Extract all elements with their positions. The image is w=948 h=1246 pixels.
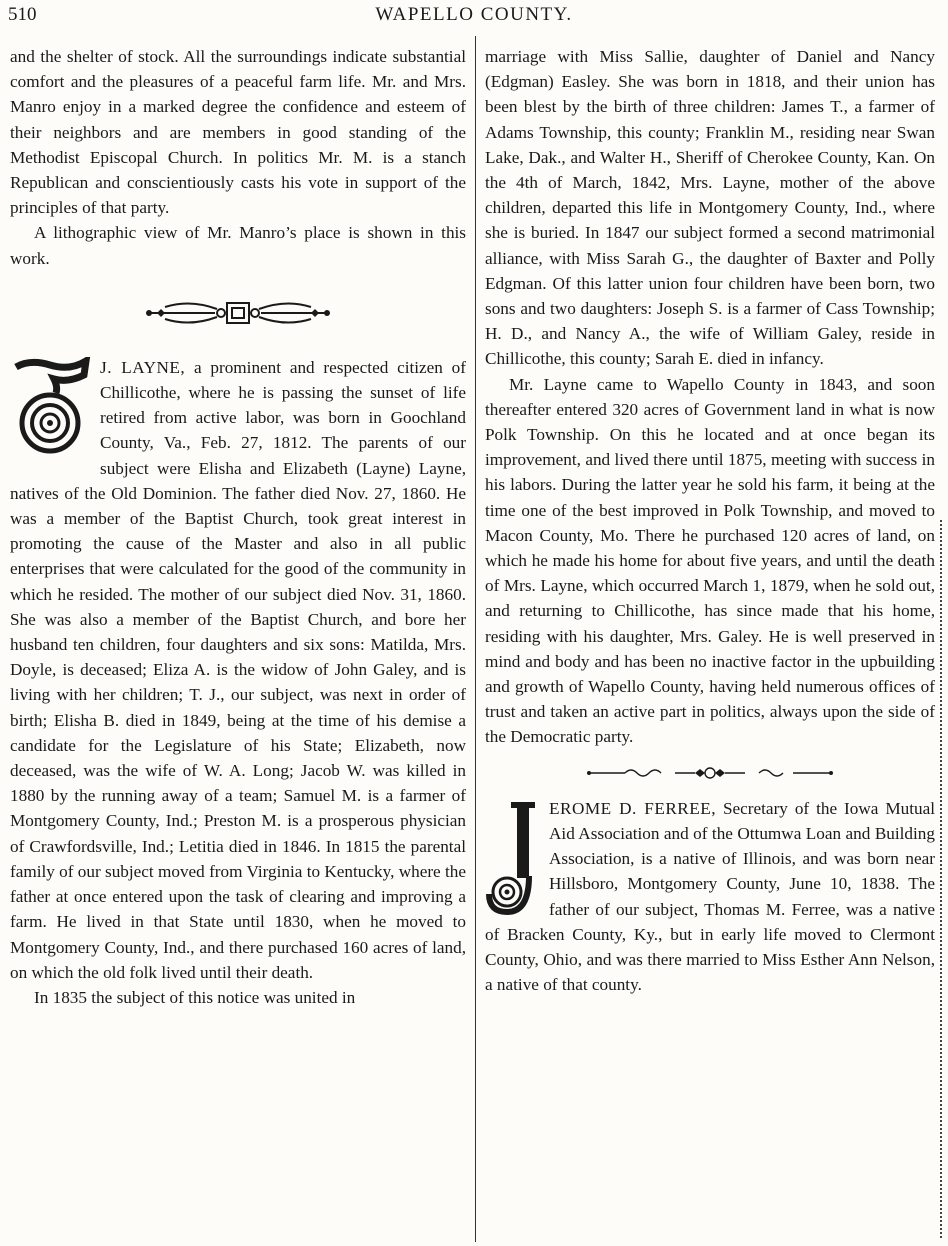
drop-cap-j-icon: [485, 800, 541, 918]
divider-ornament-icon: [585, 765, 835, 781]
manro-paragraph-end: and the shelter of stock. All the surroundings indicate substantial comfort and the pleasures of a peaceful farm life. Mr. and Mrs. Manro enjoy in a marked degree the confidence and esteem of their neighbors and are members in good standing of the Methodist Episcopal Church. In politics Mr. M. is a stanch Republican and conscientiously casts his vote in support of the principles of that party.: [10, 47, 466, 218]
page-number: 510: [8, 4, 37, 25]
section-ornament: [10, 271, 466, 355]
layne-paragraph-2-cont: marriage with Miss Sallie, daughter of Daniel and Nancy (Edgman) Easley. She was born in 1818, and their union has been blest by the birth of three children: James T., a farmer of Adams Township, this county; Franklin M., residing near Swan Lake, Dak., and Walter H., Sheriff of Cherokee County, Kan. On the 4th of March, 1842, Mrs. Layne, mother of the above children, departed this life in Montgomery County, Ind., where she is buried. In 1847 our subject formed a second matrimonial alliance, with Miss Sarah G., the daughter of Baxter and Polly Edgman. Of this latter union four children have been born, two sons and two daughters: Joseph S. is a farmer of Cass Township; H. D., and Nancy A., the wife of William Galey, reside in Chillicothe, this county; Sarah E. died in infancy.: [485, 47, 935, 369]
ferree-paragraph-1: [485, 796, 935, 998]
section-ornament-small: [485, 750, 935, 796]
manro-lithograph-note: A lithographic view of Mr. Manro’s place is shown in this work.: [10, 223, 466, 268]
layne-paragraph-3: Mr. Layne came to Wapello County in 1843, and soon thereafter entered 320 acres of Government land in what is now Polk Township. On this he located and at once began its improvement, and lived there until 1875, meeting with success in his labors. During the latter year he sold his farm, it being at the time one of the best improved in Polk Township, and moved to Macon County, Mo. There he purchased 120 acres of land, on which he made his home for about five years, and until the death of Mrs. Layne, which occurred March 1, 1879, when he sold out, and returning to Chillicothe, has since made that his home, residing with his daughter, Mrs. Galey. He is well preserved in mind and body and has been no inactive factor in the upbuilding and growth of Wapello County, having held numerous offices of trust and taken an active part in politics, always upon the side of the Democratic party.: [485, 374, 935, 747]
page-header: [8, 4, 940, 30]
running-title: WAPELLO COUNTY.: [375, 4, 573, 25]
layne-paragraph-2-start: In 1835 the subject of this notice was united in: [34, 987, 356, 1007]
ferree-text: Secretary of the Iowa Mutual Aid Association and of the Ottumwa Loan and Building Association, is a native of Illinois, and was born near Hillsboro, Montgomery County, June 10, 1838. The father of our subject, Thomas M. Ferree, was a native of Bracken County, Ky., but in early life moved to Clermont County, Ohio, and was there married to Miss Esther Ann Nelson, a native of that county.: [485, 798, 935, 995]
layne-name: J. LAYNE,: [100, 357, 186, 377]
left-column: [10, 44, 466, 1246]
right-column: [485, 44, 935, 1246]
page-edge-dots: [940, 520, 945, 1238]
ferree-name: EROME D. FERREE,: [549, 798, 717, 818]
scroll-ornament-icon: [145, 295, 331, 331]
layne-text: a prominent and respected citizen of Chillicothe, where he is passing the sunset of life retired from active labor, was born in Goochland County, Va., Feb. 27, 1812. The parents of our subject were Elisha and Elizabeth (Layne) Layne, natives of the Old Dominion. The father died Nov. 27, 1860. He was a member of the Baptist Church, took great interest in promoting the cause of the Master and also in all public enterprises that were calculated for the good of the community in which he resided. The mother of our subject died Nov. 31, 1860. She was also a member of the Baptist Church, and bore her husband ten children, four daughters and six sons: Matilda, Mrs. Doyle, is deceased; Eliza A. is the widow of John Galey, and is living with her children; T. J., our subject, was next in order of birth; Elisha B. died in 1849, being at the time of his demise a candidate for the Legislature of his State; Elizabeth, now deceased, was the wife of W. A. Long; Jacob W. was killed in 1880 by the running away of a team; Samuel M. is a farmer of Montgomery County, Ind.; Preston M. is a prosperous physician of Crawfordsville, Ind.; Letitia died in 1846. In 1815 the parental family of our subject moved from Virginia to Kentucky, where the father at once entered upon the task of clearing and improving a farm. He lived in that State until 1830, when he moved to Montgomery County, Ind., and there purchased 160 acres of land, on which the old folk lived until their death.: [10, 357, 466, 982]
layne-biography: [10, 355, 466, 1010]
column-divider: [475, 36, 476, 1242]
drop-cap-t-icon: [10, 357, 92, 459]
ferree-biography: [485, 796, 935, 998]
